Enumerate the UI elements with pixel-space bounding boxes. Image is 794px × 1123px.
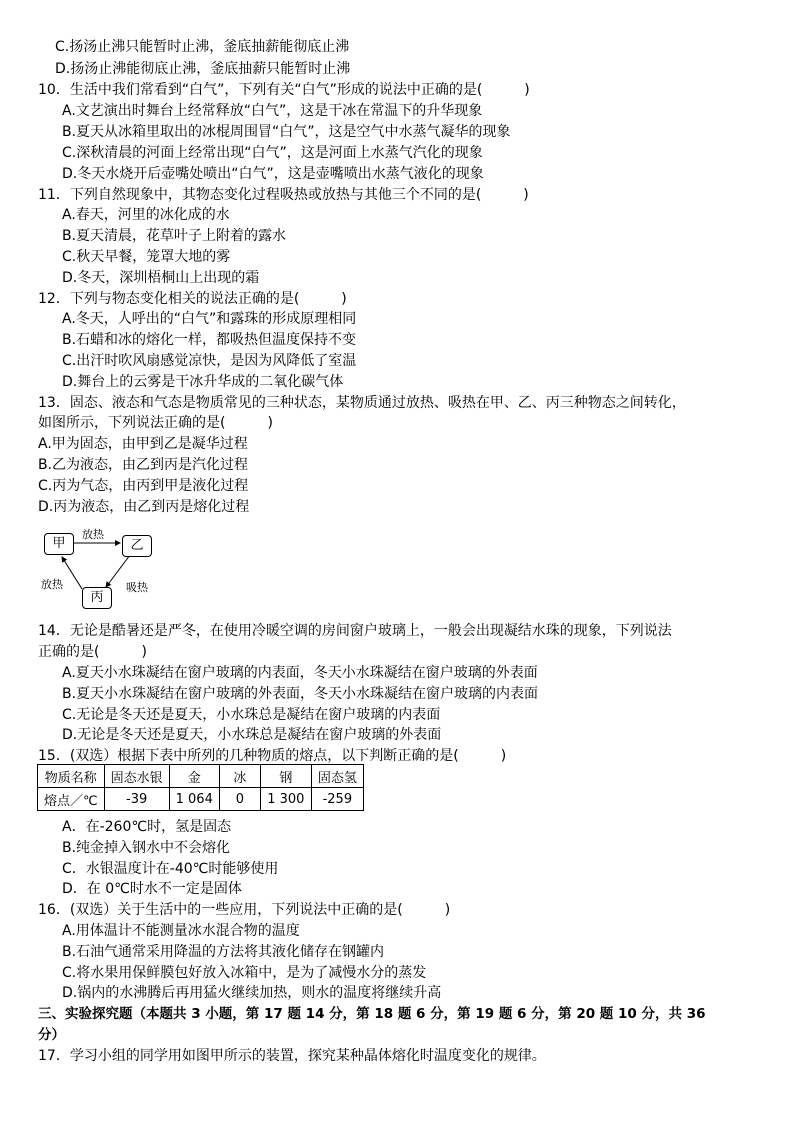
table-cell: -259 [311, 788, 363, 811]
edge-label-jia-yi: 放热 [82, 528, 104, 541]
option-text: D.冬天，深圳梧桐山上出现的霜 [62, 270, 260, 286]
section-heading-cont: 分） [38, 1027, 65, 1043]
node-bing: 丙 [82, 587, 112, 609]
option-text: C.丙为气态，由丙到甲是液化过程 [38, 478, 249, 494]
option-text: B.夏天从冰箱里取出的冰棍周围冒“白气”，这是空气中水蒸气凝华的现象 [62, 124, 511, 140]
option-text: A.用体温计不能测量冰水混合物的温度 [62, 923, 300, 939]
table-cell: 冰 [219, 765, 260, 788]
option-text: C.无论是冬天还是夏天，小水珠总是凝结在窗户玻璃的内表面 [62, 707, 441, 723]
option-text: C.扬汤止沸只能暂时止沸，釜底抽薪能彻底止沸 [55, 39, 350, 55]
option-text: B.夏天清晨，花草叶子上附着的露水 [62, 228, 287, 244]
option-text: C.将水果用保鲜膜包好放入冰箱中，是为了减慢水分的蒸发 [62, 965, 427, 981]
question-13: 13．固态、液态和气态是物质常见的三种状态，某物质通过放热、吸热在甲、乙、丙三种物态之间转化， [38, 395, 686, 411]
option-text: A.春天，河里的冰化成的水 [62, 207, 230, 223]
table-cell: 物质名称 [38, 765, 105, 788]
option-text: D.丙为液态，由乙到丙是熔化过程 [38, 499, 250, 515]
edge-label-bing-jia: 放热 [41, 578, 63, 591]
option-text: C.深秋清晨的河面上经常出现“白气”，这是河面上水蒸气汽化的现象 [62, 145, 483, 161]
option-text: D.扬汤止沸能彻底止沸，釜底抽薪只能暂时止沸 [55, 61, 351, 77]
question-10: 10．生活中我们常看到“白气”，下列有关“白气”形成的说法中正确的是( ) [38, 82, 530, 98]
option-text: B.乙为液态，由乙到丙是汽化过程 [38, 457, 249, 473]
state-change-diagram [40, 525, 160, 611]
question-15: 15．(双选）根据下表中所列的几种物质的熔点，以下判断正确的是( ) [38, 748, 507, 764]
question-12: 12．下列与物态变化相关的说法正确的是( ) [38, 291, 347, 307]
question-16: 16．(双选）关于生活中的一些应用，下列说法中正确的是( ) [38, 902, 451, 918]
table-row [38, 788, 364, 811]
table-header-row [38, 765, 364, 788]
option-text: B.石蜡和冰的熔化一样，都吸热但温度保持不变 [62, 332, 357, 348]
option-text: A.文艺演出时舞台上经常释放“白气”，这是干冰在常温下的升华现象 [62, 103, 483, 119]
option-text: C．水银温度计在-40℃时能够使用 [62, 861, 279, 877]
table-cell: 1 064 [169, 788, 219, 811]
question-11: 11．下列自然现象中，其物态变化过程吸热或放热与其他三个不同的是( ) [38, 187, 529, 203]
table-cell: 钢 [260, 765, 311, 788]
option-text: B.纯金掉入钢水中不会熔化 [62, 840, 231, 856]
section-heading: 三、实验探究题（本题共 3 小题，第 17 题 14 分，第 18 题 6 分，第 19 题 6 分，第 20 题 10 分，共 36 [38, 1006, 706, 1022]
option-text: C.出汗时吹风扇感觉凉快，是因为风降低了室温 [62, 353, 357, 369]
question-14: 14．无论是酷暑还是严冬，在使用冷暖空调的房间窗户玻璃上，一般会出现凝结水珠的现象，下列说法 [38, 623, 672, 639]
question-14-cont: 正确的是( ) [38, 644, 147, 660]
edge-label-yi-bing: 吸热 [126, 581, 148, 594]
table-cell: 熔点／℃ [38, 788, 105, 811]
option-text: B.夏天小水珠凝结在窗户玻璃的外表面，冬天小水珠凝结在窗户玻璃的内表面 [62, 686, 539, 702]
node-jia: 甲 [44, 533, 74, 555]
question-17: 17．学习小组的同学用如图甲所示的装置，探究某种晶体熔化时温度变化的规律。 [38, 1048, 546, 1064]
table-cell: 金 [169, 765, 219, 788]
option-text: D．在 0℃时水不一定是固体 [62, 881, 242, 897]
option-text: A.甲为固态，由甲到乙是凝华过程 [38, 436, 248, 452]
table-cell: -39 [104, 788, 169, 811]
option-text: D.锅内的水沸腾后再用猛火继续加热，则水的温度将继续升高 [62, 985, 442, 1001]
option-text: D.舞台上的云雾是干冰升华成的二氧化碳气体 [62, 374, 344, 390]
option-text: B.石油气通常采用降温的方法将其液化储存在钢罐内 [62, 944, 385, 960]
option-text: D.无论是冬天还是夏天，小水珠总是凝结在窗户玻璃的外表面 [62, 727, 442, 743]
option-text: C.秋天早餐，笼罩大地的雾 [62, 249, 231, 265]
arrow-bing-jia [62, 557, 82, 589]
melting-point-table [37, 764, 364, 811]
node-yi: 乙 [122, 535, 152, 557]
table-cell: 1 300 [260, 788, 311, 811]
option-text: D.冬天水烧开后壶嘴处喷出“白气”，这是壶嘴喷出水蒸气液化的现象 [62, 166, 484, 182]
option-text: A．在-260℃时，氢是固态 [62, 819, 232, 835]
table-cell: 固态水银 [104, 765, 169, 788]
question-13-cont: 如图所示，下列说法正确的是( ) [38, 415, 273, 431]
option-text: A.冬天，人呼出的“白气”和露珠的形成原理相同 [62, 311, 357, 327]
table-cell: 固态氢 [311, 765, 363, 788]
table-cell: 0 [219, 788, 260, 811]
option-text: A.夏天小水珠凝结在窗户玻璃的内表面，冬天小水珠凝结在窗户玻璃的外表面 [62, 665, 538, 681]
